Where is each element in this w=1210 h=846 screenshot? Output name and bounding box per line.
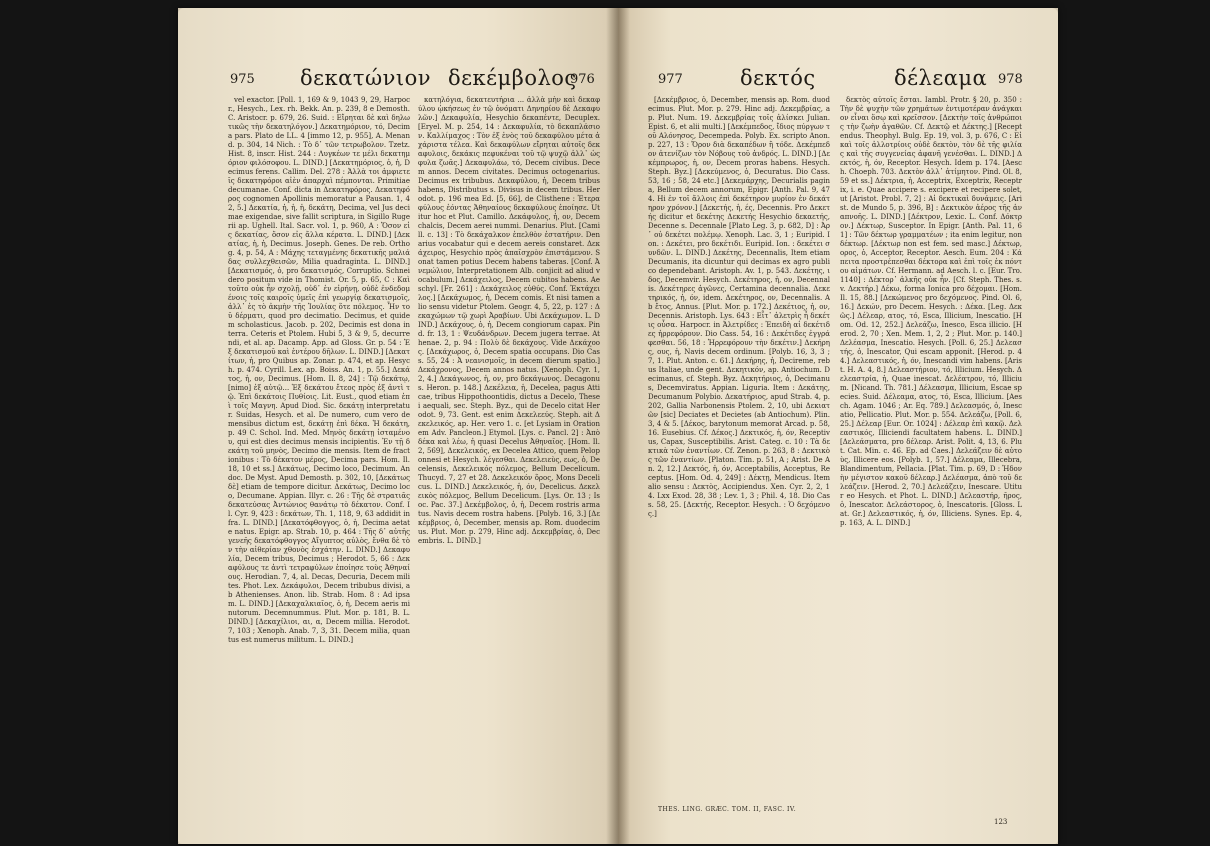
open-book: [178, 8, 1058, 844]
text-column: [648, 96, 830, 790]
page-number: 977: [658, 72, 683, 87]
dictionary-entries: vel exactor. [Poll. 1, 169 & 9, 1043 9, 29, Harpocr., Hesych., Lex. rh. Bekk. An. p. 239, 8 e Demosth. C. Aristocr. p. 679, 26. Suid. : Εἴρηται δὲ καὶ δηλωτικῶς τὴν δεκατηλόγον.] Δεκατημόριον, τό, Decima pars. Plato de LL. 4 [immo 12, p. 955], A. Menand. p. 304, 14 Nich. : Τὸ δ᾽ τῶν τετρωβολον. Tzetz. Hist. 8, inscr. Hist. 244 : Λυγκέων τε μέλι δεκατημόριον φιλόσοφου. L. DIND.] [Δεκατημόριος, ὁ, ἡ, Decimus ferens. Callim. Del. 278 : Ἀλλὰ τοι ἀμφιετεῖς δεκατηφόροι αἰὲν ἀπαρχαὶ πέμπονται. Primitiae decumanae. Conf. dicta in Δεκατηφόρος. Δεκατηφόρος cognomen Apollinis memoratur a Pausan. 1, 42, 5.] Δεκατία, ἡ, ἡ, ἡ, δεκάτη, Decima, vel Jus decimae exigendae, sive fallit scriptura, in Sigillo Rugerii ap. Ughell. Ital. Sacr. vol. 1, p. 960, A : Ὅσον εἰς δεκατίας, ὅσον εἰς ἄλλα κέρατα. L. DIND.] [Δεκατίας, ἡ, ἡ, Decimus. Joseph. Genes. De reb. Orthog. 4, p. 54, A : Μάχης τεταγμένης δεκατικῆς μαλιάδας συλλεχθεισῶν, Milia quadraginta. L. DIND.] [Δεκατισμός, ὁ, pro δεκατισμός, Corruptio. Schneidero positum vide in Thomist. Or. 5, p. 65, C : Καὶ τοῦτο οὐκ ἦν σχολῇ, οὐδ᾽ ἐν εἰρήνῃ, οὐδὲ ἐνδεδομένοις τοῖς καιροῖς ὑμεῖς ἐπὶ γεωργίᾳ δεκατισμοῖς, ἀλλ᾽ ἐς τὸ ἀκμὴν τῆς Ἰουλίας ὅτε πόλεμος. Ἦν τοῦ δέρματι, quod pro decimatio. Decimus, et quidem scholasticus. Jacob. p. 202, Decimis est dona in terra. Ceteris et Ptolem. Hubi 5, 3 & 9, 5, decurrendi, et al. ap. Dacamp. App. ad Gloss. Gr. p. 54 : Ἐξ δεκατισμοῦ καὶ ἐντέρου δῆλων. L. DIND.] [Δεκατίτων, ἡ, pro Quibus ap. Zonar. p. 474, et ap. Hesych. p. 474. Cyrill. Lex. ap. Boiss. An. 1, p. 55.] Δεκάτος, ἡ, ον, Decimus. [Hom. Il. 8, 24] : Τῷ δεκάτῳ, [nimo] ἐξ αὐτῷ... Ἐξ δεκάτου ἔτεος πρὸς ἐξ ἀντὶ τῷ. Ἐπὶ δεκάτοις Πυθίοις. Lit. Eust., quod etiam ἐπὶ τοῖς Μαγνη. Apud Diod. Sic. δεκάτῃ interpretatur. Suidas, Hesych. et al. De numero, cum vero de mensibus dictum est, δεκάτῃ ἐπὶ δέκα. Ἡ δεκάτη, p. 49 C. Schol. Ind. Med. Μηνὸς δεκάτῃ ἱσταμένου, qui est dies decimus mensis incipientis. Ἐν τῇ δεκάτῃ τοῦ μηνὸς, Decimo die mensis. Item de fractionibus : Τὸ δέκατον μέρος, Decima pars. Hom. Il. 18, 10 et ss.] Δεκάτως, Decimo loco, Decimum. Andoc. De Myst. Apud Demosth. p. 302, 10, [Δεκάτως δὲ] etiam de tempore dicitur. Δεκάτως, Decimo loco, Decumane. Appian. Illyr. c. 26 : Τῆς δὲ στρατιᾶς δεκατεύσας Ἀντώνιος θανάτῳ τὸ δέκατον. Conf. Il. Cyr. 9, 423 : δεκάτων, Th. 1, 118, 9, 63 addidit infra. L. DIND.] [Δεκατόφθογγος, ὁ, ἡ, Decima aetate natus. Epigr. ap. Strab. 10, p. 464 : Τῆς δ᾽ αὐτῆς γενεῆς δεκατόφθογγος Αἴγυπτος αὐλὸς, ἔνθα δὲ τὸν τὴν αἰθερίαν χθονὸς ἐσχάτην. L. DIND.] Δεκαφυλία, Decem tribus, Decimus ; Herodot. 5, 66 : Δεκαφύλους τε ἀντὶ τετραφύλων ἐποίησε τοὺς Ἀθηναίους. Herodian. 7, 4, al. Decas, Decuria, Decem milites. Phot. Lex. Δεκάφυλοι, Decem tribubus divisi, ab Athenienses. Anon. lib. Strab. Hom. 8 : Ad ipsam. L. DIND.] [Δεκαχαλκιαῖος, ὁ, ἡ, Decem aeris minutorum. Decemnummus. Plut. Mor. p. 181, B. L. DIND.] [Δεκαχίλιοι, αι, α, Decem millia. Herodot. 7, 103 ; Xenoph. Anab. 7, 3, 31. Decem milia, quantus est numerus militum. L. DIND.]: [228, 96, 410, 644]
text-column: [228, 96, 410, 790]
dictionary-entries: [Δεκέμβριος, ὁ, December, mensis ap. Rom. duodecimus. Plut. Mor. p. 279. Hinc adj. Δεκεμβρίας, ap. Plut. Num. 19. Δεκεμβρίας τοῖς ἁλίσκει Julian. Epist. 6, et alii multi.] [Δεκέμπεδος, ἴδιος πύργων τοῦ Αλόνησος, Decempeda. Polyb. Ex. scripto Anon. p. 227, 13 : Ὄρον διὰ δεκαπέδων ἢ τόδε. Δεκέμπεδον ἀτενίζων τὸν Νόβους τοῦ ἀνδρός. L. DIND.] [Δεκέμπρωρος, ἡ, ον, Decem proras habens. Hesych. Steph. Byz.] [Δεκεύμενος, ὁ, Decuratus. Dio Cass. 53, 16 ; 58, 24 etc.] [Δεκεμάρχης, Decurialis pagina, Bellum decem annorum, Epigr. [Anth. Pal. 9, 474. Hi ἐν τοῖ ἄλλοις ἐπὶ δεκέτηρον μυρίον ἐν δεκάτηρον χρόνον.] [Δεκετής, ἡ, ές, Decennis. Pro Δεκετής dicitur et δεκέτης Δεκετής Hesychio δεκαετής, Decenne s. Decennale [Plato Leg. 3, p. 682, D] : Ἀρ᾽ οὐ δεκέτει πολέμῳ. Xenoph. Lac. 3, 1 ; Euripid. Ion. : Δεκέτει, pro δεκέτιδι. Euripid. Ion. : δεκέτει συνδῶν. L. DIND.] Δεκέτης, Decennalis, Item etiam Decumanis, ita dicuntur qui decimas ex agro publico dependebant. Aristoph. Av. 1, p. 543. Δεκέτης, ιδος, Decemvir. Hesych. Δεκέτηρος, ἡ, ον, Decennalis. Δεκέτηρες ἀγῶνες, Certamina decennalia. Δεκετηρικός, ἡ, όν, idem. Δεκέτηρος, ον, Decennalis. Ab ἔτος, Annus. [Plut. Mor. p. 172.] Δεκέτιος, ἡ, ον, Decennis. Aristoph. Lys. 643 : Εἶτ᾽ ἀλετρὶς ἦ δεκέτις οὖσα. Harpocr. in Ἀλετρίδες : Ἐπειδὴ αἱ δεκέτιδες ἠρρεφόρουν. Dio Cass. 54, 16 : Δεκέτιδες ἐγγράφεσθαι. 56, 18 : Ἠρρεφόρουν τὴν δεκέτιν.] Δεκήρης, ους, ἡ, Navis decem ordinum. [Polyb. 16, 3, 3 ; 7, 1. Plut. Anton. c. 61.] Δεκήρης, ἡ, Decireme, rebus Italiae, unde gent. Δεκητικόν, ap. Antiochum. Decimanus, cf. Steph. Byz. Δεκητήριος, ὁ, Decimanus, Decemviratus. Appian. Liguria. Item : Δεκάτης, Decumanum Polybio. Δεκατήριος, apud Strab. 4, p. 202, Gallia Narbonensis Ptolem. 2, 10, ubi Δεκιατῶν [sic] Deciates et Decietes (ab Antiochum). Plin. 3, 4 & 5. [Δέκος, barytonum memorat Arcad. p. 58, 16. Eusebius. Cf. Δέκος.] Δεκτικός, ἡ, όν, Receptivus, Capax, Susceptibilis. Arist. Categ. c. 10 : Τὰ δεκτικὰ τῶν ἐναντίων. Cf. Zenon. p. 263, 8 : Δεκτικὸς τῶν ἐναντίων. [Platon. Tim. p. 51, A ; Arist. De An. 2, 12.] Δεκτός, ἡ, όν, Acceptabilis, Acceptus, Receptus. [Hom. Od. 4, 249] : Δέκτῃ, Mendicus. Item alio sensu : Δεκτὸς, Accipiendus. Xen. Cyr. 2, 2, 14. Lxx Exod. 28, 38 ; Lev. 1, 3 ; Phil. 4, 18. Dio Cass. 58, 25. [Δεκτής, Receptor. Hesych. : Ὁ δεχόμενος.]: [648, 96, 830, 518]
page-number: 978: [998, 72, 1023, 87]
right-page-header: [618, 66, 1058, 92]
left-page: [178, 8, 618, 844]
running-headword: δεκέμβολος: [448, 66, 577, 90]
page-number: 975: [230, 72, 255, 87]
left-page-header: [178, 66, 618, 92]
text-column: [840, 96, 1022, 790]
catalog-footer: THES. LING. GRÆC. TOM. II, FASC. IV.: [658, 806, 797, 813]
running-headword: δέλεαμα: [894, 66, 988, 90]
page-number: 976: [570, 72, 595, 87]
running-headword: δεκατώνιον: [300, 66, 431, 90]
right-page: [618, 8, 1058, 844]
dictionary-entries: κατηλόγια, δεκατευτήρια ... ἀλλὰ μὴν καὶ δεκαφύλου ᾠκήσεως ἐν τῷ ὀνόματι Δηνηρίου δὲ Δεκαφυλῶν.] Δεκαφυλία, Hesychio δεκαπέντε, Decuplex. [Eryel. M. p. 254, 14 : Δεκαφυλία, τὸ δεκαπλάσιον. Καλλίμαχος : Τὸν ἐξ ἑνὸς τοῦ δεκαφύλου μέτα ἀχάριστα τέλεα. Καὶ δεκαφύλων εἴρηται αὐτοῖς δεκαφυλοις, δεκάκις πεφυκέναι τοῦ τῷ ψυχῷ ἀλλ᾽ ὡς φυλα ζωᾶς.] Δεκαφυλάω, τό, Decem civibus. Decem annos. Decem civitates. Decimus octogenarius. Decimus ex tribubus. Δεκαφύλου, ἡ, Decem tribus habens, Distributus s. Divisus in decem tribus. Herodot. p. 196 mea Ed. [5, 66], de Clisthene : Ἐτεραφύλους ἐόντας Ἀθηναίους δεκαφύλους ἐποίησε. Utitur hoc et Plut. Camillo. Δεκάφυλος, ἡ, ον, Decem chalcis, Decem aerei nummi. Denarius. Plut. [Camill. c. 13] : Τὸ δεκάχαλκον ἐπελθὸν ἐστατήριν. Denarius vocabatur qui e decem aereis constaret. Δεκάχειρος, Hesychio πρὸς ἀπαῖσχρὸν ἐπιστάμενον. Sonat tamen potius Decem habens taberas. [Conf. Ἀνεμώλιον, Interpretationem Alb. conjicit ad aliud vocabulum.] Δεκάχειλος, Decem cubitos habens. Aeschyl. [Fr. 261] : Δεκάχειλος εὐθύς. Conf. Ἐκτάχειλος.] [Δεκάχωμος, ἡ, Decem comis. Et nisi tamen alio sensu videtur Ptolem. Geogr. 4, 5, 22, p. 127 : Δεκαχώμων τῷ χωρὶ Ἀραβίων. Ubi Δεκάχωμον. L. DIND.] Δεκάχους, ὁ, ἡ, Decem congiorum capax. Pind. fr. 13, 1 : Ψευδάνδρων. Decem jugera terrae. Athenae. 2, p. 94 : Πολὺ δὲ δεκάχους. Vide Δεκάχοος. [Δεκάχωρος, ὁ, Decem spatia occupans. Dio Cass. 55, 24 : Ἀ νεανισμοῖς, in decem dierum spatio.] Δεκάχρονος, Decem annos natus. [Xenoph. Cyr. 1, 2, 4.] Δεκάγωνος, ἡ, ον, pro δεκάγωνος. Decagonus. Heron. p. 148.] Δεκέλεια, ἡ, Decelea, pagus Atticae, tribus Hippothoontidis, dictus a Decelo, Thesei aequali, sec. Steph. Byz., qui de Decelo citat Herodot. 9, 73. Gent. est enim Δεκελεεύς. Steph. ait Δεκελεικός, ap. Her. vero 1. c. [et Lysiam in Orationem Adv. Pancleon.] Etymol. [Lys. c. Pancl. 2] : Ἀπὸ δέκα καὶ λέω, ἡ quasi Decelus Ἀθηναῖος. [Hom. Il. 2, 569], Δεκελεικός, ex Decelea Attico, quem Peloponnesi et Hesych. λέγεσθαι. Δεκελειεὺς, εως, ὁ, Decelensis, Δεκελεικός πόλεμος, Bellum Decelicum. Thucyd. 7, 27 et 28. Δεκελεικόν ὅρος, Mons Decelicus. L. DIND.] Δεκελεικός, ἡ, όν, Decelicus. Δεκελεικὸς πόλεμος, Bellum Decelicum. [Lys. Or. 13 ; Isoc. Pac. 37.] Δεκέμβολος, ὁ, ἡ, Decem rostris armatus. Navis decem rostra habens. [Polyb. 16, 3.] [Δεκέμβριος, ὁ, December, mensis ap. Rom. duodecimus. Plut. Mor. p. 279, Hinc adj. Δεκεμβρίας, ὁ, Decembris. L. DIND.]: [418, 96, 600, 545]
dictionary-entries: δεκτὸς αὐτοῖς ἔσται. Iambl. Protr. § 20, p. 350 : Τὴν δὲ ψυχὴν τῶν χρημάτων ἐντιμοτέραν ἀνάγκαιον εἶναι ὅσῳ καὶ κρεῖσσον. [Δεκτὴν τοῖς ἀνθρώποις τὴν ζωὴν ἀγαθῶν. Cf. Δεκτῷ et Δέκτης.] [Receptendus. Theophyl. Bulg. Ep. 19, vol. 3, p. 676, C : Εἰ καὶ τοῖς ἀλλοτρίοις οὐδὲ δεκτὸν, τὸν δὲ τῆς φιλίας καὶ τῆς συγγενείας ἀφανῆ γενέσθαι. L. DIND.] Δεκτός, ἡ, όν, Receptor. Hesych. Idem p. 174. [Aesch. Choeph. 703. Δεκτὸν ἀλλ᾽ ἀτίμητον. Pind. Ol. 8, 59 et ss.] Δέκτρια, ἡ, Acceptrix, Exceptrix, Receptrix, i. e. Quae accipere s. excipere et recipere solet, ut [Aristot. Probl. 7, 2] : Αἱ δεκτικαὶ δυνάμεις. [Arist. de Mundo 5, p. 396, B] : Δεκτικὸν ἀέρος τῆς ἀναπνοῆς. L. DIND.] [Δέκτρον, Lexic. L. Conf. Δόκτρον.] Δέκτωρ, Susceptor. In Epigr. [Anth. Pal. 11, 61] : Τῶν δέκτωρ γραμματέων ; ita enim legitur, non δέκτωρ. [Δέκτωρ non est fem. sed masc.] Δέκτωρ, ορος, ὁ, Acceptor, Receptor. Aesch. Eum. 204 : Κάπειτα προστρέπεσθαι δέκτορα καὶ ἐπὶ τοῖς ἐκ πόντου αἱμάτων. Cf. Hermann. ad Aesch. l. c. [Eur. Tro. 1140] : Δέκτορ᾽ ἀλκῆς οὐκ ἦν. [Cf. Steph. Thes. s. v. Δεκτήρ.] Δέκω, forma Ionica pro δέχομαι. [Hom. Il. 15, 88.] [Δεκώμενος pro δεχόμενος. Pind. Ol. 6, 16.] Δεκών, pro Decem. Hesych. : Δέκα. [Leg. Δεκῶς.] Δέλεαρ, ατος, τό, Esca, Illicium, Inescatio. [Hom. Od. 12, 252.] Δελεάζω, Inesco, Esca illicio. [Herod. 2, 70 ; Xen. Mem. 1, 2, 2 ; Plut. Mor. p. 140.] Δελέασμα, Inescatio. Hesych. [Poll. 6, 25.] Δελεαστής, ὁ, Inescator, Qui escam apponit. [Herod. p. 44.] Δελεαστικός, ἡ, όν, Inescandi vim habens. [Arist. H. A. 4, 8.] Δελεαστήριον, τό, Illicium. Hesych. Δελεαστρία, ἡ, Quae inescat. Δελέατρον, τό, Illicium. [Nicand. Th. 781.] Δέλεασμα, Illicium, Escae species. Suid. Δέλεαμα, ατος, τό, Esca, Illicium. [Aesch. Agam. 1046 ; Ar. Eq. 789.] Δελεασμός, ὁ, Inescatio, Pellicatio. Plut. Mor. p. 554. Δελεάζω, [Poll. 6, 25.] Δέλεαρ [Eur. Or. 1024] : Δέλεαρ ἐπὶ κακῷ. Δελεαστικός, Illiciendi facultatem habens. L. DIND.] [Δελεάσματα, pro δέλεαρ. Arist. Polit. 4, 13, 6. Plut. Cat. Min. c. 46. Ep. ad Caes.] Δελεάζειν δὲ αὐτοὺς, Illicere eos. [Polyb. 1, 57.] Δέλεαμα, Illecebra, Blandimentum, Pellacia. [Plat. Tim. p. 69, D : Ἡδονὴν μέγιστον κακοῦ δέλεαρ.] Δελέασμα, ἀπὸ τοῦ δελεάζειν. [Herod. 2, 70.] Δελεάζειν, Inescare. Utitur eo Hesych. et Phot. L. DIND.] Δελεαστήρ, ῆρος, ὁ, Inescator. Δελεάστορος, ὁ, Inescatoris. [Gloss. Lat. Gr.] Δελεαστικός, ἡ, όν, Illiciens. Synes. Ep. 4, p. 163, A. L. DIND.]: [840, 96, 1022, 527]
running-headword: δεκτός: [740, 66, 816, 90]
text-column: [418, 96, 600, 790]
book-gutter: [606, 8, 630, 844]
signature-mark: 123: [994, 818, 1008, 826]
